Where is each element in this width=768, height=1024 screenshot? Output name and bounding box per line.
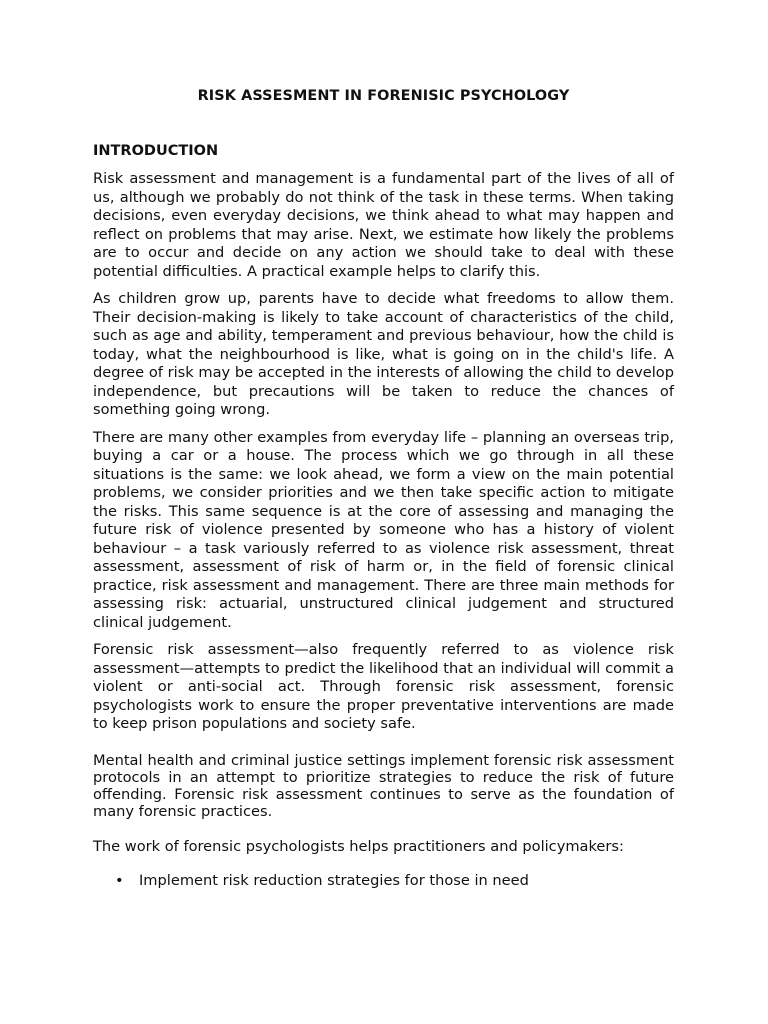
list-item (93, 872, 674, 891)
document-title: RISK ASSESMENT IN FORENISIC PSYCHOLOGY (197, 88, 570, 104)
spacer (93, 829, 674, 838)
list-item-text: Implement risk reduction strategies for those in need (139, 872, 529, 889)
document-body (93, 170, 674, 891)
spacer (93, 743, 674, 752)
paragraph-1: Risk assessment and management is a fundamental part of the lives of all of us, although we probably do not think of the task in these terms. When taking decisions, even everyday decisions, we think ahead to what may happen and reflect on problems that may arise. Next, we estimate how likely the problems are to occur and decide on any action we should take to deal with these potential difficulties. A practical example helps to clarify this. (93, 170, 674, 280)
bullet-icon: • (115, 872, 124, 889)
section-heading-introduction: INTRODUCTION (93, 143, 219, 159)
bullet-list (93, 872, 674, 891)
paragraph-5: Mental health and criminal justice settings implement forensic risk assessment protocols in an attempt to prioritize strategies to reduce the risk of future offending. Forensic risk assessment continues to serve as the foundation of many forensic practices. (93, 751, 674, 820)
paragraph-3: There are many other examples from everyday life – planning an overseas trip, buying a car or a house. The process which we go through in all these situations is the same: we look ahead, we form a view on the main potential problems, we consider priorities and we then take specific action to mitigate the risks. This same sequence is at the core of assessing and managing the future risk of violence presented by someone who has a history of violent behaviour – a task variously referred to as violence risk assessment, threat assessment, assessment of risk of harm or, in the field of forensic clinical practice, risk assessment and management. There are three main methods for assessing risk: actuarial, unstructured clinical judgement and structured clinical judgement. (93, 428, 674, 631)
paragraph-2: As children grow up, parents have to decide what freedoms to allow them. Their decision-making is likely to take account of characteristics of the child, such as age and ability, temperament and previous behaviour, how the child is today, what the neighbourhood is like, what is going on in the child's life. A degree of risk may be accepted in the interests of allowing the child to develop independence, but precautions will be taken to reduce the chances of something going wrong. (93, 290, 674, 418)
paragraph-4: Forensic risk assessment—also frequently referred to as violence risk assessment—attempts to predict the likelihood that an individual will commit a violent or anti-social act. Through forensic risk assessment, forensic psychologists work to ensure the proper preventative interventions are made to keep prison populations and society safe. (93, 641, 674, 732)
paragraph-6: The work of forensic psychologists helps practitioners and policymakers: (93, 837, 624, 855)
